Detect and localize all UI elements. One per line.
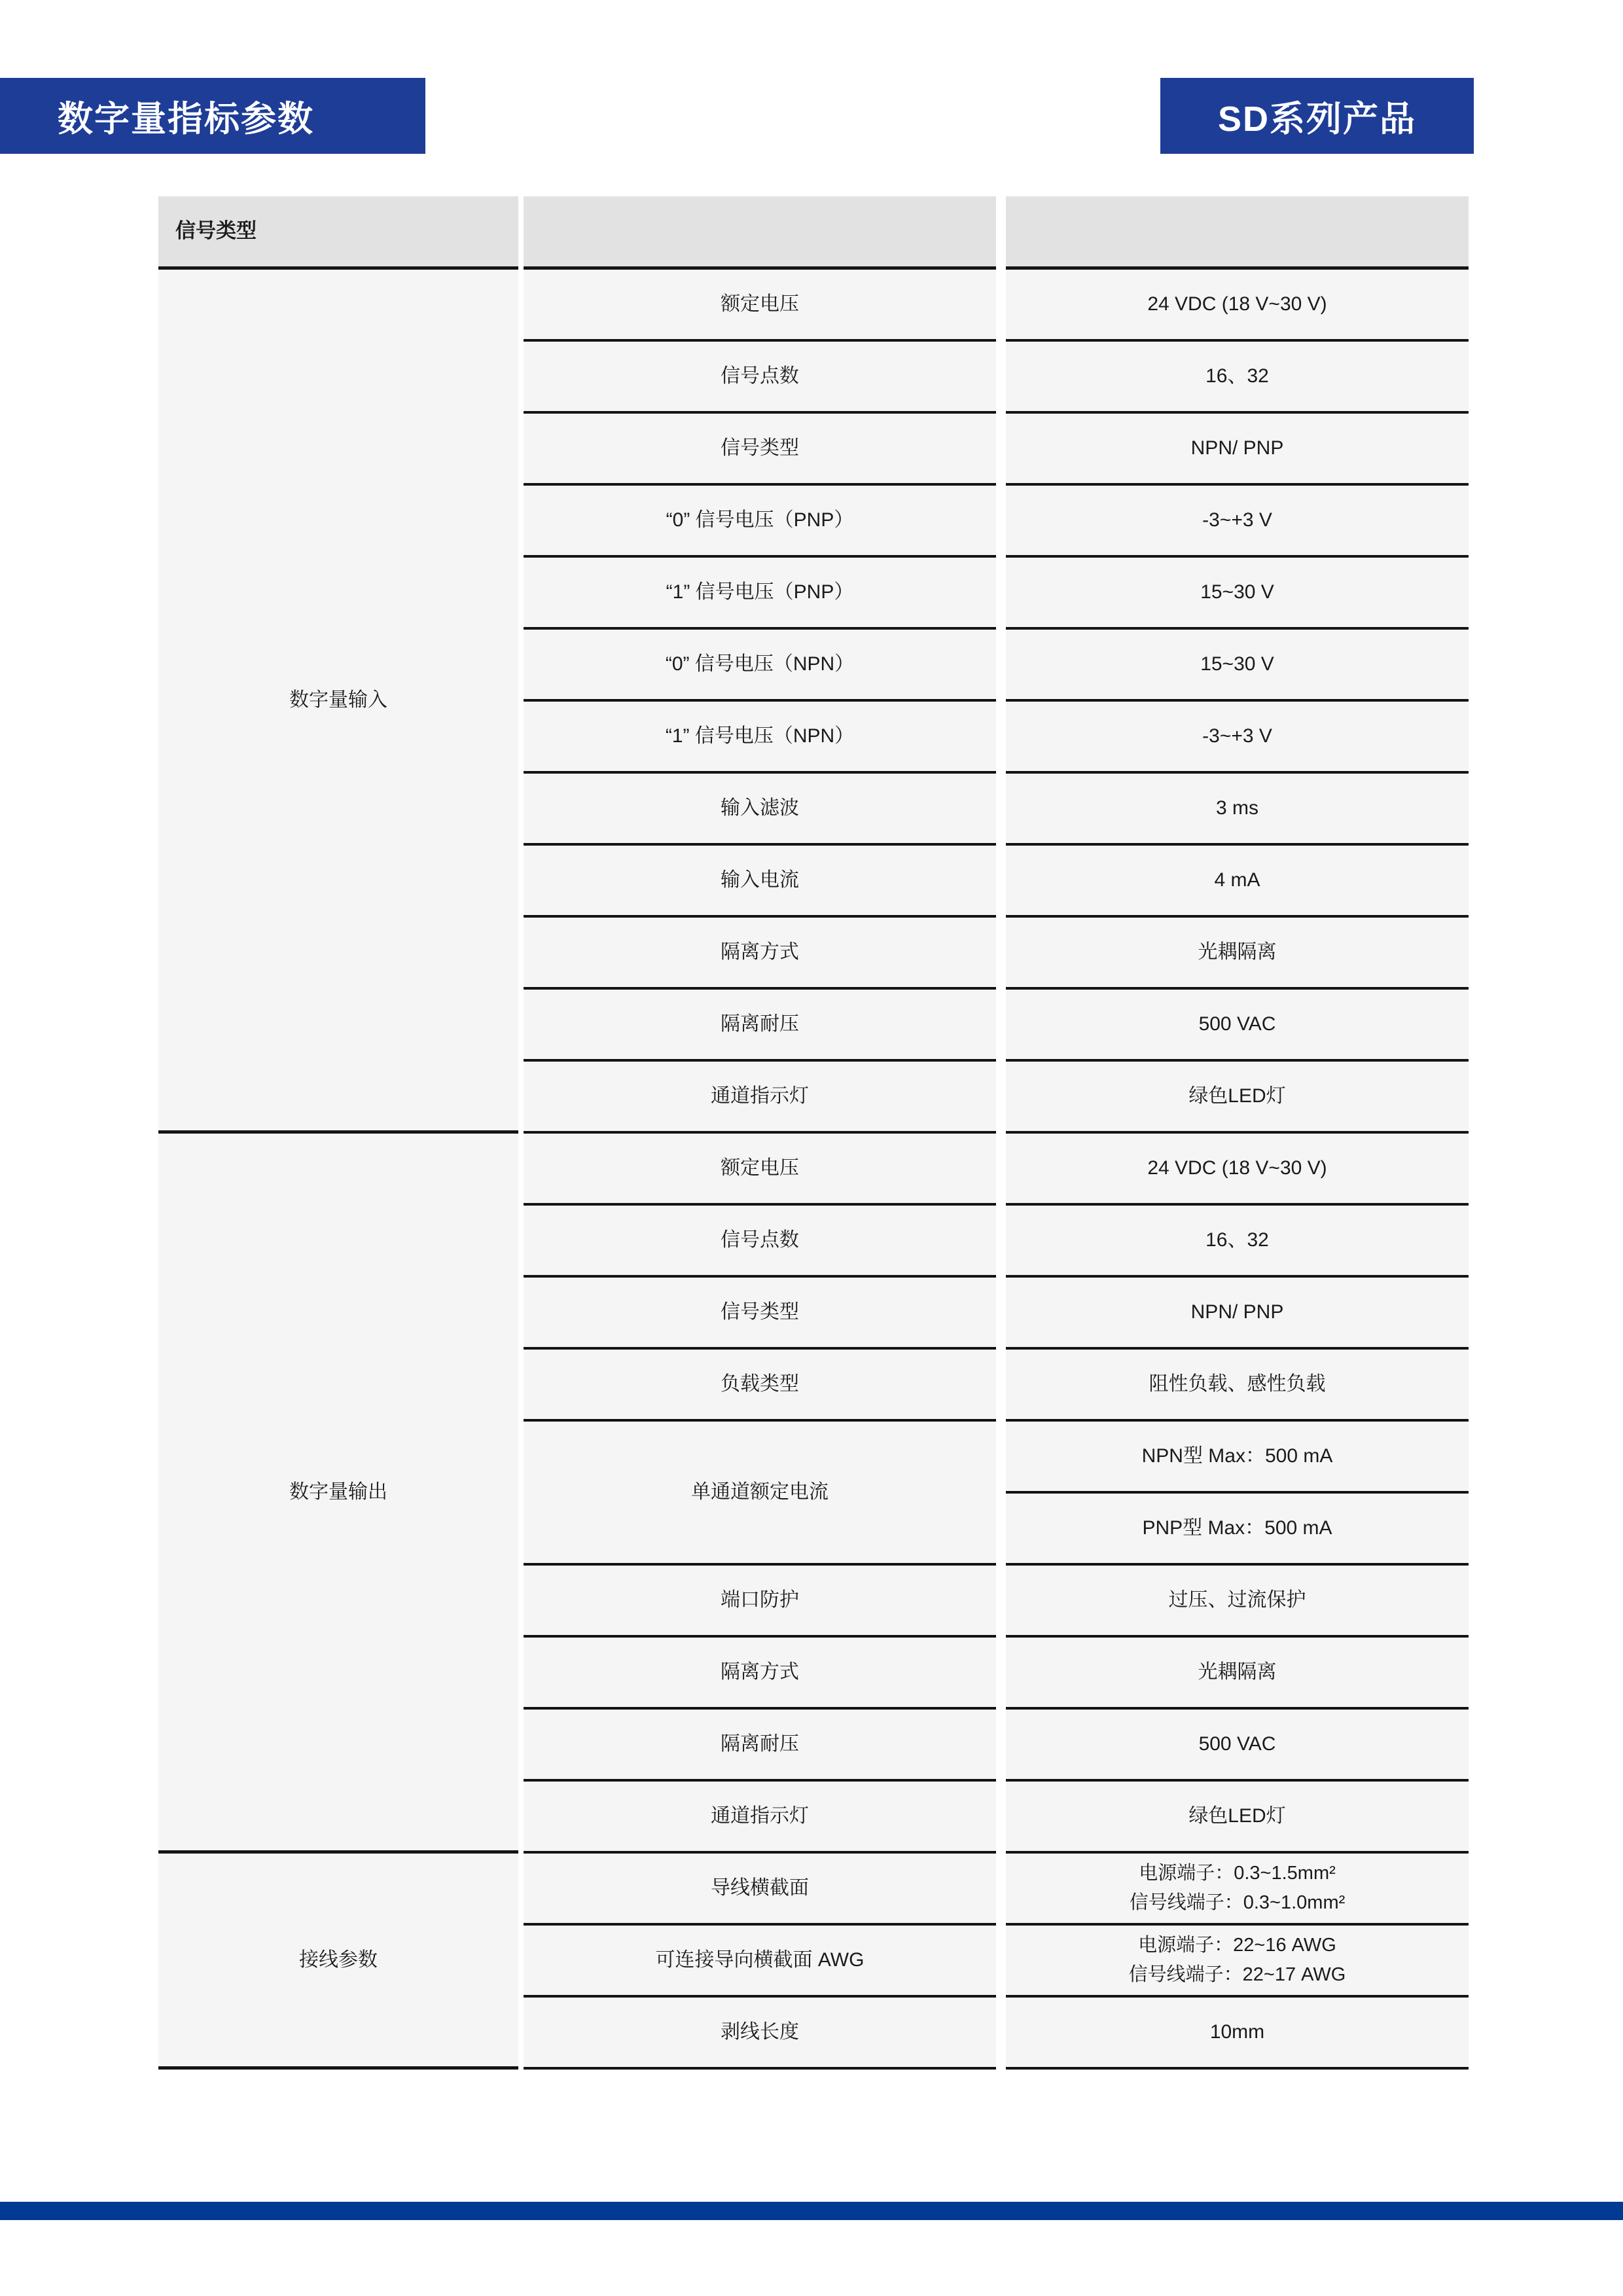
value-cell (1006, 1134, 1469, 1206)
value-cell (1006, 1062, 1469, 1134)
value-label: 15~30 V (1200, 581, 1274, 603)
param-cell (524, 774, 996, 846)
param-label: 剥线长度 (721, 2021, 799, 2043)
param-cell (524, 486, 996, 558)
param-label: 导线横截面 (711, 1877, 809, 1899)
param-label: 可连接导向横截面 AWG (655, 1949, 865, 1971)
value-multiline (1129, 1931, 1346, 1990)
value-cell (1006, 342, 1469, 414)
value-cell (1006, 1710, 1469, 1782)
param-label: “0” 信号电压（NPN） (665, 653, 855, 675)
value-cell (1006, 1278, 1469, 1350)
table-header-param (524, 196, 996, 270)
value-cell (1006, 1494, 1469, 1566)
param-cell (524, 558, 996, 630)
series-banner (1160, 78, 1474, 154)
param-label: 额定电压 (721, 1157, 799, 1179)
value-cell (1006, 486, 1469, 558)
value-label: 24 VDC (18 V~30 V) (1147, 293, 1327, 315)
param-cell (524, 918, 996, 990)
value-cell (1006, 1350, 1469, 1422)
table-header-value (1006, 196, 1469, 270)
value-cell (1006, 1422, 1469, 1494)
param-cell (524, 1422, 996, 1566)
category-label: 数字量输出 (289, 1480, 387, 1503)
value-cell (1006, 1854, 1469, 1926)
param-label: 隔离耐压 (721, 1733, 799, 1755)
value-label: 15~30 V (1200, 653, 1274, 675)
footer-bar (0, 2202, 1623, 2220)
value-cell (1006, 270, 1469, 342)
param-cell (524, 1926, 996, 1998)
param-cell (524, 990, 996, 1062)
value-label: 4 mA (1214, 869, 1260, 891)
param-label: 负载类型 (721, 1373, 799, 1395)
value-label: -3~+3 V (1202, 509, 1272, 531)
table-header-label: 信号类型 (175, 219, 257, 243)
param-cell (524, 1278, 996, 1350)
table-header-signal-type (158, 196, 518, 270)
param-label: 隔离方式 (721, 941, 799, 963)
param-label: “1” 信号电压（PNP） (666, 581, 854, 603)
param-label: 隔离耐压 (721, 1013, 799, 1035)
category-cell (158, 1854, 518, 2070)
page-title: 数字量指标参数 (58, 99, 314, 139)
value-label: 10mm (1209, 2021, 1265, 2043)
category-cell (158, 1134, 518, 1854)
param-label: 通道指示灯 (711, 1085, 809, 1107)
value-cell (1006, 774, 1469, 846)
category-label: 接线参数 (299, 1948, 378, 1971)
param-cell (524, 1854, 996, 1926)
value-label: NPN/ PNP (1190, 437, 1284, 459)
value-label: 光耦隔离 (1198, 941, 1277, 963)
spec-table (158, 196, 1469, 2070)
value-label: 过压、过流保护 (1168, 1589, 1306, 1611)
param-label: 输入电流 (721, 869, 799, 891)
param-cell (524, 1350, 996, 1422)
value-cell (1006, 1998, 1469, 2070)
value-label: NPN型 Max：500 mA (1141, 1445, 1333, 1467)
param-label: 隔离方式 (721, 1661, 799, 1683)
value-label: 500 VAC (1198, 1733, 1276, 1755)
value-cell (1006, 846, 1469, 918)
param-cell (524, 630, 996, 702)
value-line: 电源端子：0.3~1.5mm² (1139, 1863, 1336, 1884)
value-label: 16、32 (1205, 1229, 1269, 1251)
value-label: 16、32 (1205, 365, 1269, 387)
value-cell (1006, 1926, 1469, 1998)
value-cell (1006, 1782, 1469, 1854)
value-cell (1006, 918, 1469, 990)
param-cell (524, 1206, 996, 1278)
param-cell (524, 1782, 996, 1854)
value-line: 信号线端子：0.3~1.0mm² (1129, 1892, 1346, 1913)
value-label: 24 VDC (18 V~30 V) (1147, 1157, 1327, 1179)
param-cell (524, 702, 996, 774)
page-title-banner (0, 78, 425, 154)
param-label: 端口防护 (721, 1589, 799, 1611)
value-cell (1006, 630, 1469, 702)
param-cell (524, 1134, 996, 1206)
value-cell (1006, 990, 1469, 1062)
value-label: -3~+3 V (1202, 725, 1272, 747)
value-label: 阻性负载、感性负载 (1149, 1373, 1326, 1395)
category-cell (158, 270, 518, 1134)
param-label: 信号点数 (721, 365, 799, 387)
value-line: 信号线端子：22~17 AWG (1128, 1964, 1346, 1985)
value-label: 绿色LED灯 (1188, 1085, 1286, 1107)
value-cell (1006, 1638, 1469, 1710)
value-label: 光耦隔离 (1198, 1661, 1277, 1683)
value-multiline (1130, 1859, 1346, 1918)
category-label: 数字量输入 (289, 689, 387, 711)
param-label: 信号类型 (721, 1301, 799, 1323)
series-title: SD系列产品 (1217, 99, 1416, 139)
param-cell (524, 342, 996, 414)
param-label: 额定电压 (721, 293, 799, 315)
value-cell (1006, 1206, 1469, 1278)
value-cell (1006, 558, 1469, 630)
value-label: NPN/ PNP (1190, 1301, 1284, 1323)
param-label: 单通道额定电流 (691, 1481, 829, 1503)
value-cell (1006, 1566, 1469, 1638)
param-cell (524, 1062, 996, 1134)
param-label: 信号点数 (721, 1229, 799, 1251)
value-label: 500 VAC (1198, 1013, 1276, 1035)
param-cell (524, 414, 996, 486)
value-cell (1006, 414, 1469, 486)
value-label: 3 ms (1215, 797, 1258, 819)
value-cell (1006, 702, 1469, 774)
value-label: PNP型 Max：500 mA (1142, 1517, 1332, 1539)
param-cell (524, 270, 996, 342)
param-cell (524, 846, 996, 918)
param-label: 输入滤波 (721, 797, 799, 819)
param-cell (524, 1998, 996, 2070)
param-label: “0” 信号电压（PNP） (666, 509, 854, 531)
value-line: 电源端子：22~16 AWG (1138, 1935, 1336, 1956)
param-label: “1” 信号电压（NPN） (665, 725, 855, 747)
param-cell (524, 1566, 996, 1638)
param-label: 信号类型 (721, 437, 799, 459)
value-label: 绿色LED灯 (1188, 1805, 1286, 1827)
param-label: 通道指示灯 (711, 1805, 809, 1827)
param-cell (524, 1638, 996, 1710)
param-cell (524, 1710, 996, 1782)
